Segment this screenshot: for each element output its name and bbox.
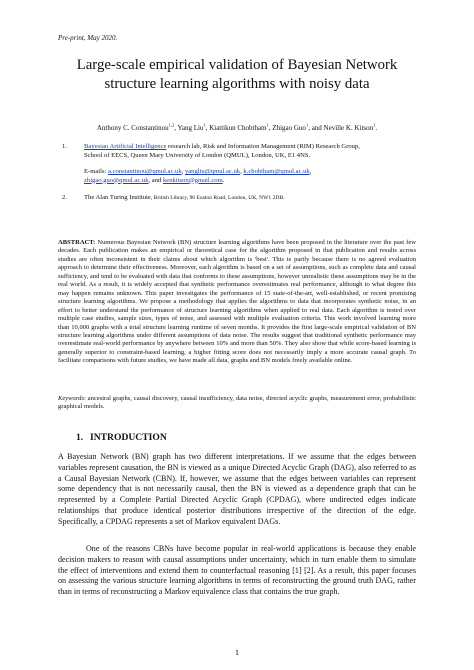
email-list: E-mails: a.constantinou@qmul.ac.uk, yangliu@qmul.ac.uk, k.chobtham@qmul.ac.uk, zhigao.guo@qmul.ac.uk, and kenkitson@gmail.com.: [84, 168, 312, 184]
author-name: Neville K. Kitson: [323, 124, 374, 132]
affiliation-number: 2.: [62, 194, 67, 201]
email-link[interactable]: zhigao.guo@qmul.ac.uk: [84, 176, 149, 184]
preprint-note: Pre-print, May 2020.: [58, 34, 118, 42]
title-line-2: structure learning algorithms with noisy data: [104, 76, 370, 92]
abstract: [58, 239, 416, 366]
institute-address: , British Library, 96 Euston Road, London, UK, NW1 2DB.: [150, 195, 285, 201]
keywords: [58, 395, 416, 412]
author-name: Anthony C. Constantinou: [96, 124, 169, 132]
author-list: Anthony C. Constantinou$^{1,2}$, Yang Liu$^1$, Kiattikun Chobtham$^1$, Zhigao Guo$^1$, and Neville K. Kitson$^1$.: [96, 122, 378, 132]
abstract-text: Numerous Bayesian Network (BN) structure learning algorithms have been proposed in the literature over the past few decades. Each publication makes an empirical or theoretical case for the algorithm proposed in that publication and results across studies are often inconsistent in their claims about which algorithm is 'best'. This is partly because there is no agreed evaluation approach to determine their effectiveness. Moreover, each algorithm is based on a set of assumptions, such as complete data and causal sufficiency, and tend to be evaluated with data that conforms to these assumptions, however unrealistic these assumptions may be in the real world. As a result, it is widely accepted that synthetic performance overestimates real performance, although to what degree this may happen remains unknown. This paper investigates the performance of 15 state-of-the-art, well-established, or recent promising structure learning algorithms. We propose a methodology that applies the algorithms to data that incorporates synthetic noise, in an effort to better understand the performance of structure learning algorithms when applied to real data. Each algorithm is tested over multiple case studies, sample sizes, types of noise, and assessed with multiple evaluation criteria. This work involved learning more than 10,000 graphs with a total structure learning runtime of seven months. It provides the first large-scale empirical validation of BN structure learning algorithms under different assumptions of data noise. The results suggest that traditional synthetic performance may overestimate real-world performance by anywhere between 10% and more than 50%. They also show that while score-based learning is generally superior to constraint-based learning, a higher fitting score does not necessarily imply a more accurate causal graph. To facilitate comparisons with future studies, we have made all data, graphs and BN models freely available online.: [58, 239, 416, 365]
keywords-text: : ancestral graphs, causal discovery, causal insufficiency, data noise, directed acyclic graphs, measurement error, probabilistic graphical models.: [58, 395, 416, 411]
page-number: 1: [235, 648, 239, 657]
paper-title: [40, 56, 434, 94]
author-affiliation-mark: 1: [373, 122, 376, 128]
email-link[interactable]: yangliu@qmul.ac.uk: [184, 168, 241, 175]
body-paragraph-2: One of the reasons CBNs have become popular in real-world applications is because they enable decision makers to reason with causal assumptions under uncertainty, which in turn enable them to simulate the effect of interventions and extend them to counterfactual reasoning [1] [2]. As a result, this paper focuses on assessing the various structure learning algorithms in terms of reconstructing the ground truth DAG, rather than in terms of reconstructing a Markov equivalence class that contains the true graph.: [58, 544, 416, 597]
section-number: 1.: [76, 432, 84, 443]
body-paragraph-1: A Bayesian Network (BN) graph has two different interpretations. If we assume that the edges between variables represent causation, the BN is viewed as a unique Directed Acyclic Graph (DAG), also referred to as a Causal Bayesian Network (CBN). If, however, we assume that the edges between variables can represent some dependency that is not necessarily causal, then the BN is viewed as a dependence graph that can be represented by a Complete Partial Directed Acyclic Graph (CPDAG), where undirected edges indicate relationships that produce identical posterior distributions irrespective of the direction of the edge. Specifically, a CPDAG represents a set of Markov equivalent DAGs.: [58, 452, 416, 526]
author-name: Yang Liu: [177, 124, 204, 132]
author-affiliation-mark: 1,2: [168, 122, 175, 128]
section-heading: [76, 432, 167, 443]
email-link[interactable]: k.chobtham@qmul.ac.uk: [243, 168, 310, 175]
lab-link[interactable]: Bayesian Artificial Intelligence: [84, 143, 167, 150]
affiliation-2: [62, 194, 422, 203]
email-label: E-mails:: [84, 168, 108, 175]
author-affiliation-mark: 1: [305, 122, 309, 128]
author-affiliation-mark: 1: [203, 122, 206, 128]
section-title: INTRODUCTION: [90, 432, 167, 443]
title-line-1: Large-scale empirical validation of Bayesian Network: [76, 57, 398, 73]
author-affiliation-mark: 1: [266, 122, 269, 128]
abstract-label: ABSTRACT:: [58, 239, 96, 246]
affiliation-1: 1. Bayesian Artificial Intelligence research lab, Risk and Information Management (RIM) Research Group, School of EECS, Queen Mary University of London (QMUL), London, UK, E1 4NS.: [62, 143, 360, 159]
keywords-label: Keywords: [58, 395, 84, 402]
institute-name: The Alan Turing Institute: [84, 194, 151, 201]
email-link[interactable]: kenkitson@gmail.com: [162, 176, 223, 184]
affiliation-number: 1.: [62, 143, 67, 150]
author-name: Zhigao Guo: [272, 124, 306, 132]
author-name: Kiattikun Chobtham: [209, 124, 267, 132]
email-link[interactable]: a.constantinou@qmul.ac.uk: [108, 168, 182, 175]
